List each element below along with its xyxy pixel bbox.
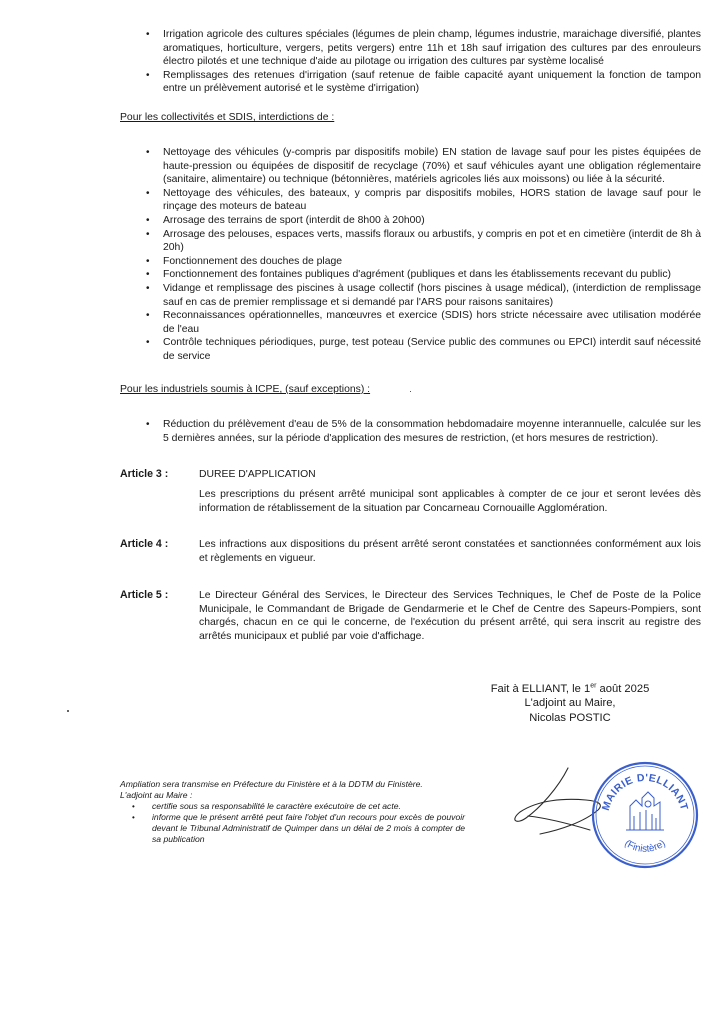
list-item: • Nettoyage des véhicules, des bateaux, y compris par dispositifs mobiles, HORS station de lavage sauf pour le rinçage des moteurs de bateau [163,187,701,214]
crest-icon [626,792,664,830]
list-item: • Irrigation agricole des cultures spéciales (légumes de plein champ, légumes industrie, maraichage diversifié, plantes aromatiques, horticulture, vergers, petits vergers) entre 11h et 18h sauf irrigation des cultures par des enrouleurs électro pilotés et une technique d'aide au pilotage ou irrigation des cultures par système localisé [163,28,701,69]
article-4-text: Les infractions aux dispositions du présent arrêté seront constatées et sanctionnées conformément aux lois et règlements en vigueur. [199,539,701,564]
bullet-list-industriels [163,418,701,445]
list-item: • Fonctionnement des fontaines publiques d'agrément (publiques et dans les établissements recevant du public) [163,268,701,282]
footer-adjoint: L'adjoint au Maire : [120,790,193,800]
town-hall-stamp [590,760,700,870]
list-item: • Nettoyage des véhicules (y-compris par dispositifs mobile) EN station de lavage sauf pour les pistes équipées de haute-pression ou équipées de dispositif de recyclage (70%) et sauf véhicules ayant une obligation réglementaire (sanitaire, alimentaire) ou technique (bétonnières, matériels agricoles liés aux moissons) ou liée à la sécurité. [163,146,701,187]
list-item: • Contrôle techniques périodiques, purge, test poteau (Service public des communes ou EPCI) interdit sauf nécessité de service [163,336,701,363]
article-3-label: Article 3 : [120,468,169,480]
list-item: • Vidange et remplissage des piscines à usage collectif (hors piscines à usage médical), (interdiction de remplissage sauf en cas de premier remplissage et si demandé par l'ARS pour raisons sanitaires) [163,282,701,309]
signature-date-line: Fait à ELLIANT, le 1er août 2025 [490,682,650,695]
article-3-text: Les prescriptions du présent arrêté municipal sont applicables à compter de ce jour et seront levées dès information de rétablissement de la situation par Concarneau Cornouaille Agglomération. [199,489,701,514]
bullet-list-collectivites [163,146,701,364]
list-item: • certifie sous sa responsabilité le caractère exécutoire de cet acte. [152,801,465,812]
footer-note [120,779,465,845]
stamp-bottom-text: (Finistère) [622,838,668,855]
stamp-top-text: MAIRIE D'ELLIANT [599,771,691,812]
list-item: • Fonctionnement des douches de plage [163,255,701,269]
signature-role: L'adjoint au Maire, [524,697,616,710]
list-item: • Remplissages des retenues d'irrigation (sauf retenue de faible capacité ayant uniquement la fonction de tampon entre un prélèvement autorisé et le système d'irrigation) [163,69,701,96]
footer-ampliation: Ampliation sera transmise en Préfecture du Finistère et à la DDTM du Finistère. [120,779,423,789]
signature-name: Nicolas POSTIC [529,711,611,724]
list-item: • Reconnaissances opérationnelles, manœuvres et exercice (SDIS) hors stricte nécessaire avec utilisation modérée de l'eau [163,309,701,336]
list-item: • Arrosage des terrains de sport (interdit de 8h00 à 20h00) [163,214,701,228]
section-heading-industriels: Pour les industriels soumis à ICPE, (sauf exceptions) : [120,384,371,395]
article-4-label: Article 4 : [120,538,169,550]
article-5-label: Article 5 : [120,589,169,601]
section-heading-collectivites: Pour les collectivités et SDIS, interdictions de : [120,112,335,123]
list-item: • informe que le présent arrêté peut faire l'objet d'un recours pour excès de pouvoir devant le Tribunal Administratif de Quimper dans un délai de 2 mois à compter de sa publication [152,812,465,845]
list-item: • Réduction du prélèvement d'eau de 5% de la consommation hebdomadaire moyenne interannuelle, calculée sur les 5 dernières années, sur la période d'application des mesures de restriction, (et hors mesures de restriction). [163,418,701,445]
article-5-text: Le Directeur Général des Services, le Directeur des Services Techniques, le Chef de Poste de la Police Municipale, le Commandant de Brigade de Gendarmerie et le Chef de Centre des Sapeurs-Pompiers, sont chargés, chacun en ce qui le concerne, de l'exécution du présent arrêté, qui sera inscrit au registre des arrêtés municipaux et publié par voie d'affichage. [199,590,701,642]
scan-speck [410,391,411,392]
bullet-list-agricole [163,28,701,96]
footer-list [152,801,465,845]
list-item: • Arrosage des pelouses, espaces verts, massifs floraux ou arbustifs, y compris en pot et en cimetière (interdit de 8h à 20h) [163,228,701,255]
scan-speck [67,710,69,712]
article-3-title: DUREE D'APPLICATION [199,469,316,480]
signature-block [460,682,680,725]
svg-text:(Finistère) [622,838,667,855]
